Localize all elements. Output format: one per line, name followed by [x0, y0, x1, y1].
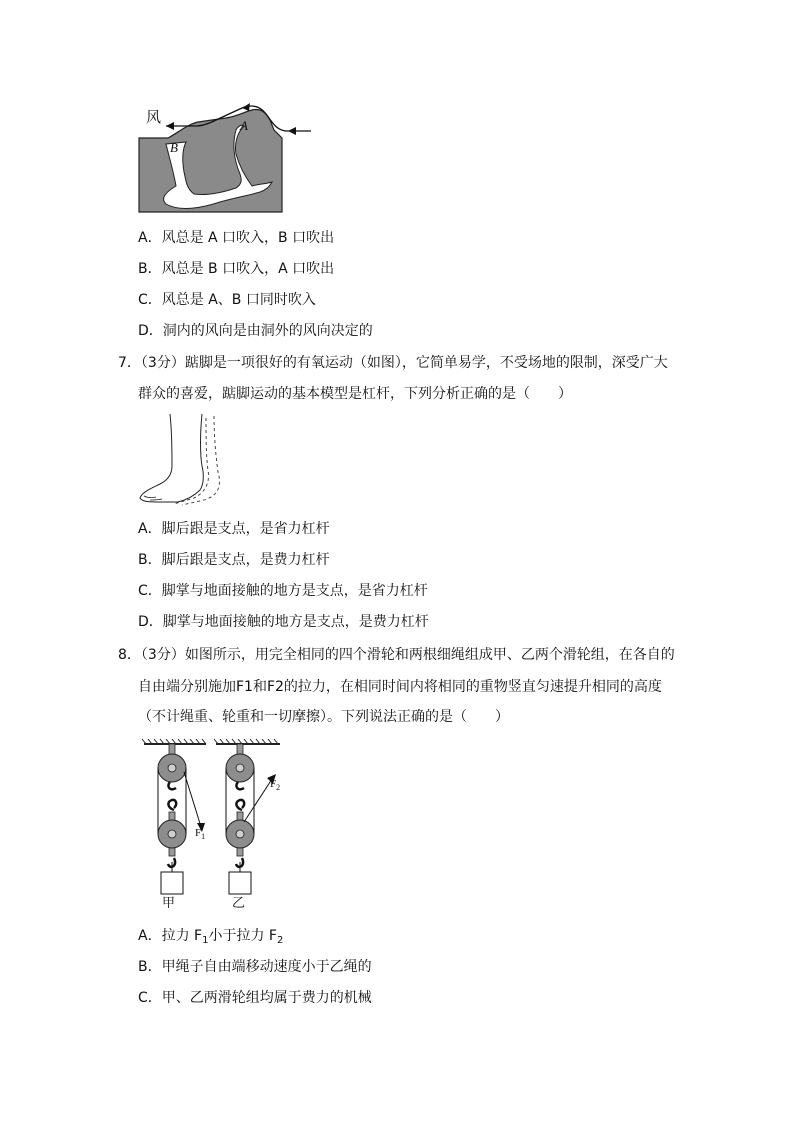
q7-option-b: B．脚后跟是支点，是费力杠杆 [138, 552, 330, 568]
f2-label: $F_2$ [270, 778, 281, 792]
q7-option-c: C．脚掌与地面接触的地方是支点，是省力杠杆 [138, 583, 428, 599]
label-b: B [170, 140, 178, 155]
q7-stem-line2: 群众的喜爱，踮脚运动的基本模型是杠杆，下列分析正确的是（ ） [138, 386, 572, 402]
q8-stem-line2: 自由端分别施加F1和F2的拉力，在相同时间内将相同的重物竖直匀速提升相同的高度 [138, 679, 662, 695]
q6-option-a: A．风总是 A 口吹入，B 口吹出 [138, 230, 335, 246]
ceiling-left [142, 739, 206, 744]
raised-heel-dashed-1 [174, 418, 208, 504]
q8-option-a: A．拉力 $F_1$小于拉力 $F_2$ [138, 928, 284, 946]
q8-stem-line3: （不计绳重、轮重和一切摩擦）。下列说法正确的是（ ） [138, 709, 509, 725]
f1-arrow [184, 772, 202, 830]
ceiling-right [214, 739, 280, 744]
q7-option-d: D．脚掌与地面接触的地方是支点，是费力杠杆 [138, 614, 429, 630]
q7-stem-line1: 7．（3分）踮脚是一项很好的有氧运动（如图），它简单易学，不受场地的限制，深受广大 [118, 355, 668, 371]
label-a: A [240, 118, 248, 133]
foot-outline [140, 414, 203, 502]
tiptoe-foot-figure [138, 412, 234, 506]
right-weight [229, 872, 251, 894]
q6-option-d: D．洞内的风向是由洞外的风向决定的 [138, 323, 373, 339]
left-label: 甲 [162, 896, 176, 908]
pulley-systems-figure [140, 736, 290, 908]
right-label: 乙 [232, 896, 246, 908]
q8-stem-line1: 8．（3分）如图所示，用完全相同的四个滑轮和两根细绳组成甲、乙两个滑轮组，在各自的 [118, 647, 675, 663]
wind-arrowhead-left [166, 122, 174, 130]
q8-option-c: C．甲、乙两滑轮组均属于费力的机械 [138, 990, 372, 1006]
cave-wind-figure [136, 100, 312, 216]
toe-lines [144, 496, 162, 500]
left-weight [161, 872, 183, 894]
q6-option-c: C．风总是 A、B 口同时吹入 [138, 292, 316, 308]
q8-option-b: B．甲绳子自由端移动速度小于乙绳的 [138, 959, 372, 975]
f1-label: $F_1$ [195, 827, 206, 841]
q6-option-b: B．风总是 B 口吹入，A 口吹出 [138, 261, 335, 277]
wind-label: 风 [146, 110, 162, 126]
wind-arrowhead-right [288, 127, 296, 135]
q7-option-a: A．脚后跟是支点，是省力杠杆 [138, 521, 330, 537]
